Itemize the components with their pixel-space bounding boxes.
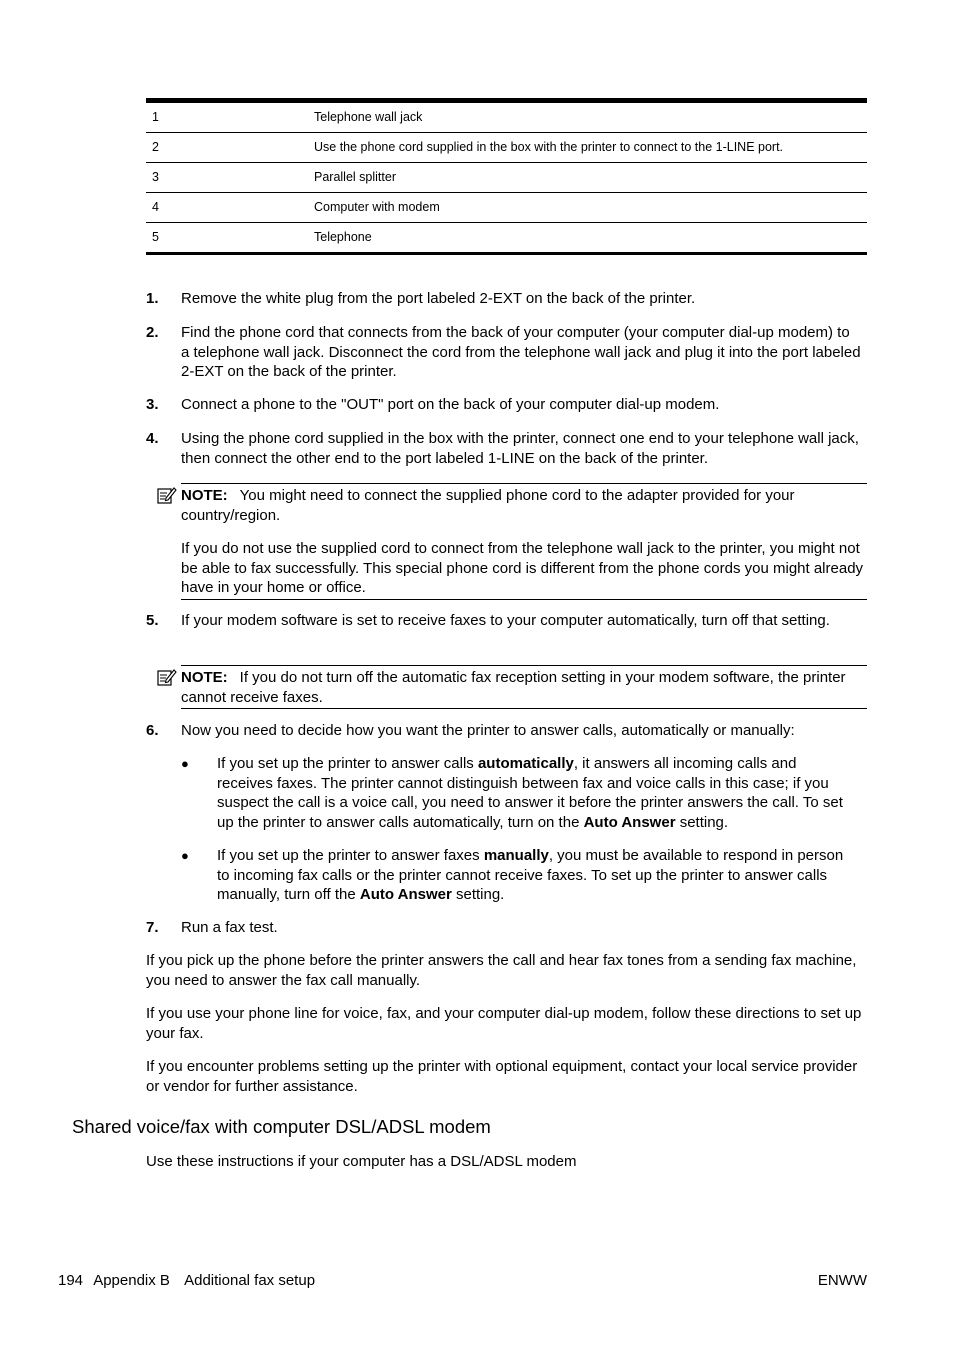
legend-table xyxy=(146,98,867,255)
row-description: Telephone wall jack xyxy=(314,110,423,124)
bold-term: automatically xyxy=(477,755,574,772)
step-text: If your modem software is set to receive faxes to your computer automatically, turn off that setting. xyxy=(181,612,830,629)
note-icon xyxy=(157,486,177,504)
bullet-text xyxy=(217,846,853,905)
bold-term: Auto Answer xyxy=(359,886,452,903)
row-description: Use the phone cord supplied in the box with the printer to connect to the 1-LINE port. xyxy=(314,140,784,154)
row-description: Parallel splitter xyxy=(314,170,396,184)
page-number: 194 xyxy=(58,1272,84,1289)
note-label: NOTE: xyxy=(181,669,228,686)
step-number: 4. xyxy=(146,430,159,447)
bold-term: Auto Answer xyxy=(583,813,676,831)
text-segment: setting. xyxy=(675,813,729,831)
note-text xyxy=(181,486,865,525)
row-number: 4 xyxy=(152,200,159,214)
bullet-text xyxy=(217,754,853,832)
step-number: 7. xyxy=(146,919,159,936)
step-text: Using the phone cord supplied in the box with the printer, connect one end to your telephone wall jack, then connect the other end to the port labeled 1-LINE on the back of the printer. xyxy=(181,430,859,467)
bold-term: manually xyxy=(483,847,549,864)
step-text: Find the phone cord that connects from the back of your computer (your computer dial-up modem) to a telephone wall jack. Disconnect the cord from the telephone wall jack and plug it into the port labeled 2-EXT on the back of the printer. xyxy=(181,324,861,380)
step-number: 5. xyxy=(146,612,159,629)
section-intro: Use these instructions if your computer has a DSL/ADSL modem xyxy=(146,1153,577,1170)
appendix-label: Appendix B xyxy=(93,1272,170,1289)
page-footer-left xyxy=(58,1271,315,1290)
page-footer-right: ENWW xyxy=(817,1272,867,1289)
row-description: Telephone xyxy=(314,230,372,244)
row-number: 1 xyxy=(152,110,159,124)
note-text xyxy=(181,668,865,707)
step-number: 1. xyxy=(146,290,159,307)
table-row xyxy=(146,133,867,163)
note-body: You might need to connect the supplied phone cord to the adapter provided for your country/region. xyxy=(181,487,795,524)
note-paragraph: If you do not use the supplied cord to connect from the telephone wall jack to the printer, you might not be able to fax successfully. This special phone cord is different from the phone cords you might already have in your home or office. xyxy=(181,540,864,596)
table-row xyxy=(146,163,867,193)
text-segment: If you set up the printer to answer calls xyxy=(217,755,478,772)
text-segment: If you set up the printer to answer faxes xyxy=(217,847,484,864)
bullet-marker: ● xyxy=(181,848,189,863)
step-number: 6. xyxy=(146,722,159,739)
note-body: If you do not turn off the automatic fax reception setting in your modem software, the printer cannot receive faxes. xyxy=(181,669,846,706)
note-label: NOTE: xyxy=(181,487,228,504)
row-description: Computer with modem xyxy=(314,200,440,214)
bullet-marker: ● xyxy=(181,756,189,771)
body-paragraph: If you encounter problems setting up the printer with optional equipment, contact your local service provider or vendor for further assistance. xyxy=(146,1058,858,1095)
body-paragraph: If you use your phone line for voice, fax, and your computer dial-up modem, follow these directions to set up your fax. xyxy=(146,1005,862,1042)
text-segment: , you must be available to respond in person to incoming fax calls or the printer cannot receive faxes. To set up the printer to answer calls manually, turn off the xyxy=(217,847,844,903)
body-paragraph: If you pick up the phone before the printer answers the call and hear fax tones from a sending fax machine, you need to answer the fax call manually. xyxy=(146,952,857,989)
table-row xyxy=(146,103,867,133)
step-text: Remove the white plug from the port labeled 2-EXT on the back of the printer. xyxy=(181,290,696,307)
row-number: 5 xyxy=(152,230,159,244)
table-row xyxy=(146,193,867,223)
section-heading: Shared voice/fax with computer DSL/ADSL modem xyxy=(72,1116,491,1137)
text-segment: setting. xyxy=(451,886,505,903)
chapter-title: Additional fax setup xyxy=(184,1272,316,1289)
step-text: Connect a phone to the "OUT" port on the back of your computer dial-up modem. xyxy=(181,396,720,413)
note-box xyxy=(181,483,867,600)
row-number: 2 xyxy=(152,140,159,154)
step-number: 3. xyxy=(146,396,159,413)
note-icon xyxy=(157,668,177,686)
step-text: Now you need to decide how you want the printer to answer calls, automatically or manually: xyxy=(181,722,795,739)
step-text: Run a fax test. xyxy=(181,919,278,936)
table-row xyxy=(146,223,867,252)
text-segment: , it answers all incoming calls and receives faxes. The printer cannot distinguish between fax and voice calls in this case; if you suspect the call is a voice call, you need to answer it before the printer answers the call. To set up the printer to answer calls automatically, turn on the xyxy=(217,755,843,831)
step-number: 2. xyxy=(146,324,159,341)
row-number: 3 xyxy=(152,170,159,184)
note-box xyxy=(181,665,867,709)
